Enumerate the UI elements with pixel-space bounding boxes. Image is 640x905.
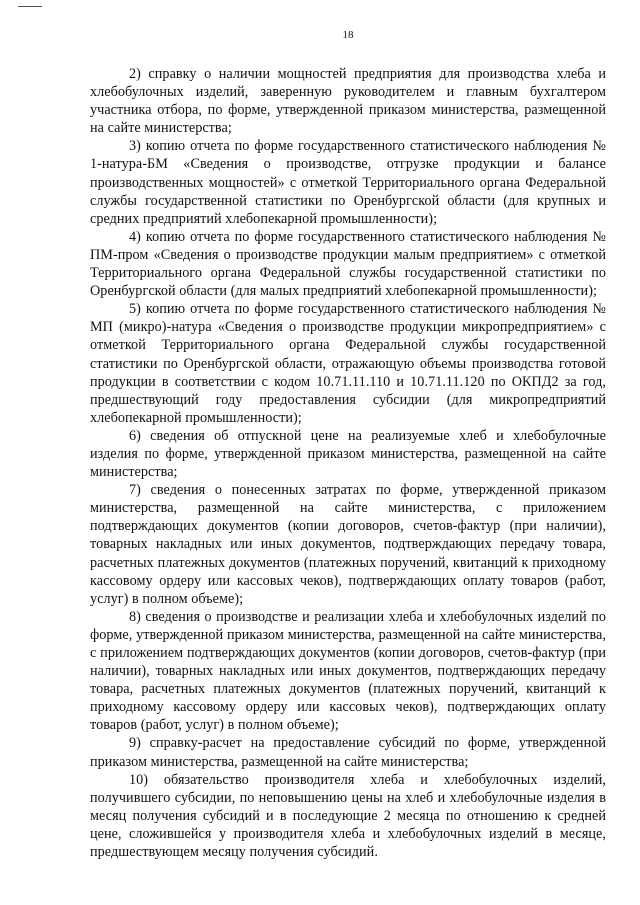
paragraph-item-8: 8) сведения о производстве и реализации хлеба и хлебобулочных изделий по форме, утвержденной приказом министерства, размещенной на сайте министерства, с приложением подтверждающих документов (копии договоров, счетов-фактур (при наличии), товарных накладных или иных документов, подтверждающих передачу товара, расчетных платежных документов (платежных поручений, квитанций к приходному кассовому ордеру или кассовых чеков), подтверждающих оплату товаров (работ, услуг) в полном объеме); xyxy=(90,608,606,734)
paragraph-item-5: 5) копию отчета по форме государственного статистического наблюдения № МП (микро)-натура «Сведения о производстве продукции микропредприятием» с отметкой Территориального органа Федеральной службы государственной статистики по Оренбургской области, отражающую объемы производства готовой продукции в соответствии с кодом 10.71.11.110 и 10.71.11.120 по ОКПД2 за год, предшествующий году предоставления субсидии (для микропредприятий хлебопекарной промышленности); xyxy=(90,301,606,426)
paragraph-item-9: 9) справку-расчет на предоставление субсидий по форме, утвержденной приказом министерства, размещенной на сайте министерства; xyxy=(90,735,606,770)
paragraph-item-4: 4) копию отчета по форме государственного статистического наблюдения № ПМ-пром «Сведения о производстве продукции малым предприятием» с отметкой Территориального органа Федеральной службы государственной статистики по Оренбургской области (для малых предприятий хлебопекарной промышленности); xyxy=(90,228,606,300)
paragraph-item-7: 7) сведения о понесенных затратах по форме, утвержденной приказом министерства, размещенной на сайте министерства, с приложением подтверждающих документов (копии договоров, счетов-фактур (при наличии), товарных накладных или иных документов, подтверждающих передачу товара, расчетных платежных документов (платежных поручений, квитанций к приходному кассовому ордеру или кассовых чеков), подтверждающих оплату товаров (работ, услуг) в полном объеме); xyxy=(90,482,606,607)
paragraph-item-6: 6) сведения об отпускной цене на реализуемые хлеб и хлебобулочные изделия по форме, утвержденной приказом министерства, размещенной на сайте министерства; xyxy=(90,427,606,481)
paragraph-item-3: 3) копию отчета по форме государственного статистического наблюдения № 1-натура-БМ «Сведения о производстве, отгрузке продукции и балансе производственных мощностей» с отметкой Территориального органа Федеральной службы государственной статистики по Оренбургской области (для крупных и средних предприятий хлебопекарной промышленности); xyxy=(90,138,606,227)
page-number: 18 xyxy=(342,29,354,41)
paragraph-item-10: 10) обязательство производителя хлеба и хлебобулочных изделий, получившего субсидии, по неповышению цены на хлеб и хлебобулочные изделия в месяц получения субсидий и в последующие 2 месяца по отношению к средней цене, сложившейся у производителя хлеба и хлебобулочных изделий в месяце, предшествующем месяцу получения субсидий. xyxy=(90,771,606,861)
paragraph-item-2: 2) справку о наличии мощностей предприятия для производства хлеба и хлебобулочных изделий, заверенную руководителем и главным бухгалтером участника отбора, по форме, утвержденной приказом министерства, размещенной на сайте министерства; xyxy=(90,66,606,137)
document-page xyxy=(90,28,606,861)
scan-edge-mark xyxy=(18,6,42,7)
